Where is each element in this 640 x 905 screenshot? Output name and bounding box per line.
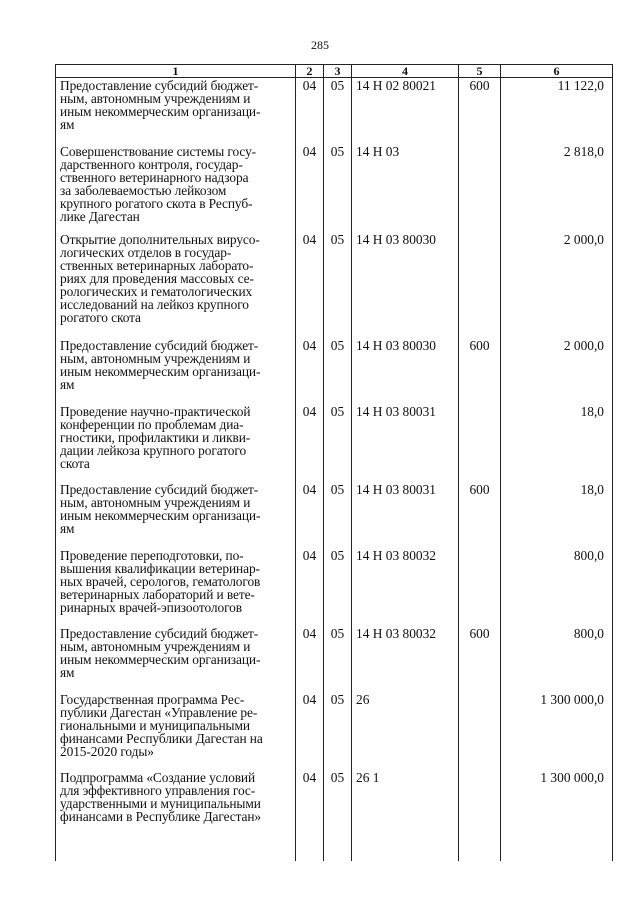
row-expense-type-cell: 600 [459, 482, 501, 548]
row-expense-type-cell [459, 144, 501, 232]
row-section-cell: 04 [296, 338, 324, 404]
row-name-cell: Предоставление субсидий бюджет- ным, автономным учреждениям и иным некоммерческим организаци- ям [56, 626, 296, 692]
page-number: 285 [311, 38, 329, 52]
table-row [56, 692, 613, 770]
row-name-cell: Предоставление субсидий бюджет- ным, автономным учреждениям и иным некоммерческим организаци- ям [56, 482, 296, 548]
row-section-cell: 04 [296, 232, 324, 338]
row-expense-type-cell: 600 [459, 338, 501, 404]
row-amount-cell: 2 000,0 [501, 232, 613, 338]
row-target-article-cell: 14 Н 03 80031 [352, 482, 459, 548]
row-subsection-cell: 05 [324, 548, 352, 626]
table-row [56, 338, 613, 404]
row-target-article-cell: 14 Н 03 80030 [352, 338, 459, 404]
table-row [56, 770, 613, 840]
row-name-cell: Проведение переподготовки, по- вышения квалификации ветеринар- ных врачей, серологов, гематологов ветеринарных лабораторий и вете- ринарных врачей-эпизоотологов [56, 548, 296, 626]
empty-cell [296, 840, 324, 861]
row-target-article-cell: 14 Н 02 80021 [352, 78, 459, 144]
empty-cell [459, 840, 501, 861]
column-header-1: 1 [56, 65, 296, 78]
row-subsection-cell: 05 [324, 770, 352, 840]
row-amount-cell: 2 000,0 [501, 338, 613, 404]
row-target-article-cell: 26 1 [352, 770, 459, 840]
row-expense-type-cell: 600 [459, 626, 501, 692]
row-subsection-cell: 05 [324, 692, 352, 770]
column-header-6: 6 [501, 65, 613, 78]
row-name-cell: Проведение научно-практической конференции по проблемам диа- гностики, профилактики и ликви- дации лейкоза крупного рогатого скота [56, 404, 296, 482]
row-name-cell: Предоставление субсидий бюджет- ным, автономным учреждениям и иным некоммерческим организаци- ям [56, 78, 296, 144]
row-section-cell: 04 [296, 770, 324, 840]
row-amount-cell: 18,0 [501, 482, 613, 548]
table-tail-spacer [56, 840, 613, 861]
table-header-row [56, 65, 613, 78]
row-amount-cell: 11 122,0 [501, 78, 613, 144]
row-target-article-cell: 14 Н 03 80030 [352, 232, 459, 338]
row-amount-cell: 2 818,0 [501, 144, 613, 232]
row-name-cell: Подпрограмма «Создание условий для эффективного управления гос- ударственными и муниципальными финансами в Республике Дагестан» [56, 770, 296, 840]
table-row [56, 548, 613, 626]
table-row [56, 404, 613, 482]
row-expense-type-cell [459, 232, 501, 338]
row-section-cell: 04 [296, 692, 324, 770]
row-amount-cell: 1 300 000,0 [501, 692, 613, 770]
row-target-article-cell: 26 [352, 692, 459, 770]
table-row [56, 232, 613, 338]
row-target-article-cell: 14 Н 03 80032 [352, 626, 459, 692]
row-section-cell: 04 [296, 626, 324, 692]
row-expense-type-cell [459, 770, 501, 840]
empty-cell [352, 840, 459, 861]
empty-cell [324, 840, 352, 861]
row-subsection-cell: 05 [324, 626, 352, 692]
budget-table [55, 64, 613, 861]
row-subsection-cell: 05 [324, 144, 352, 232]
row-subsection-cell: 05 [324, 78, 352, 144]
row-section-cell: 04 [296, 482, 324, 548]
column-header-3: 3 [324, 65, 352, 78]
row-target-article-cell: 14 Н 03 80032 [352, 548, 459, 626]
row-name-cell: Государственная программа Рес- публики Дагестан «Управление ре- гиональными и муниципальными финансами Республики Дагестан на 2015-2020 годы» [56, 692, 296, 770]
row-amount-cell: 800,0 [501, 626, 613, 692]
empty-cell [501, 840, 613, 861]
row-amount-cell: 800,0 [501, 548, 613, 626]
row-amount-cell: 18,0 [501, 404, 613, 482]
column-header-2: 2 [296, 65, 324, 78]
row-subsection-cell: 05 [324, 404, 352, 482]
row-expense-type-cell: 600 [459, 78, 501, 144]
row-amount-cell: 1 300 000,0 [501, 770, 613, 840]
table-row [56, 482, 613, 548]
row-expense-type-cell [459, 404, 501, 482]
empty-cell [56, 840, 296, 861]
column-header-4: 4 [352, 65, 459, 78]
row-target-article-cell: 14 Н 03 80031 [352, 404, 459, 482]
row-section-cell: 04 [296, 404, 324, 482]
table-row [56, 144, 613, 232]
row-section-cell: 04 [296, 144, 324, 232]
row-subsection-cell: 05 [324, 338, 352, 404]
row-expense-type-cell [459, 692, 501, 770]
row-expense-type-cell [459, 548, 501, 626]
row-section-cell: 04 [296, 78, 324, 144]
table-row [56, 626, 613, 692]
row-subsection-cell: 05 [324, 482, 352, 548]
row-target-article-cell: 14 Н 03 [352, 144, 459, 232]
table-row [56, 78, 613, 144]
row-subsection-cell: 05 [324, 232, 352, 338]
column-header-5: 5 [459, 65, 501, 78]
row-name-cell: Открытие дополнительных вирусо- логических отделов в государ- ственных ветеринарных лаборато- риях для проведения массовых се- рологических и гематологических исследований на лейкоз крупного рогатого скота [56, 232, 296, 338]
row-name-cell: Совершенствование системы госу- дарственного контроля, государ- ственного ветеринарного надзора за заболеваемостью лейкозом крупного рогатого скота в Респуб- лике Дагестан [56, 144, 296, 232]
row-section-cell: 04 [296, 548, 324, 626]
row-name-cell: Предоставление субсидий бюджет- ным, автономным учреждениям и иным некоммерческим организаци- ям [56, 338, 296, 404]
